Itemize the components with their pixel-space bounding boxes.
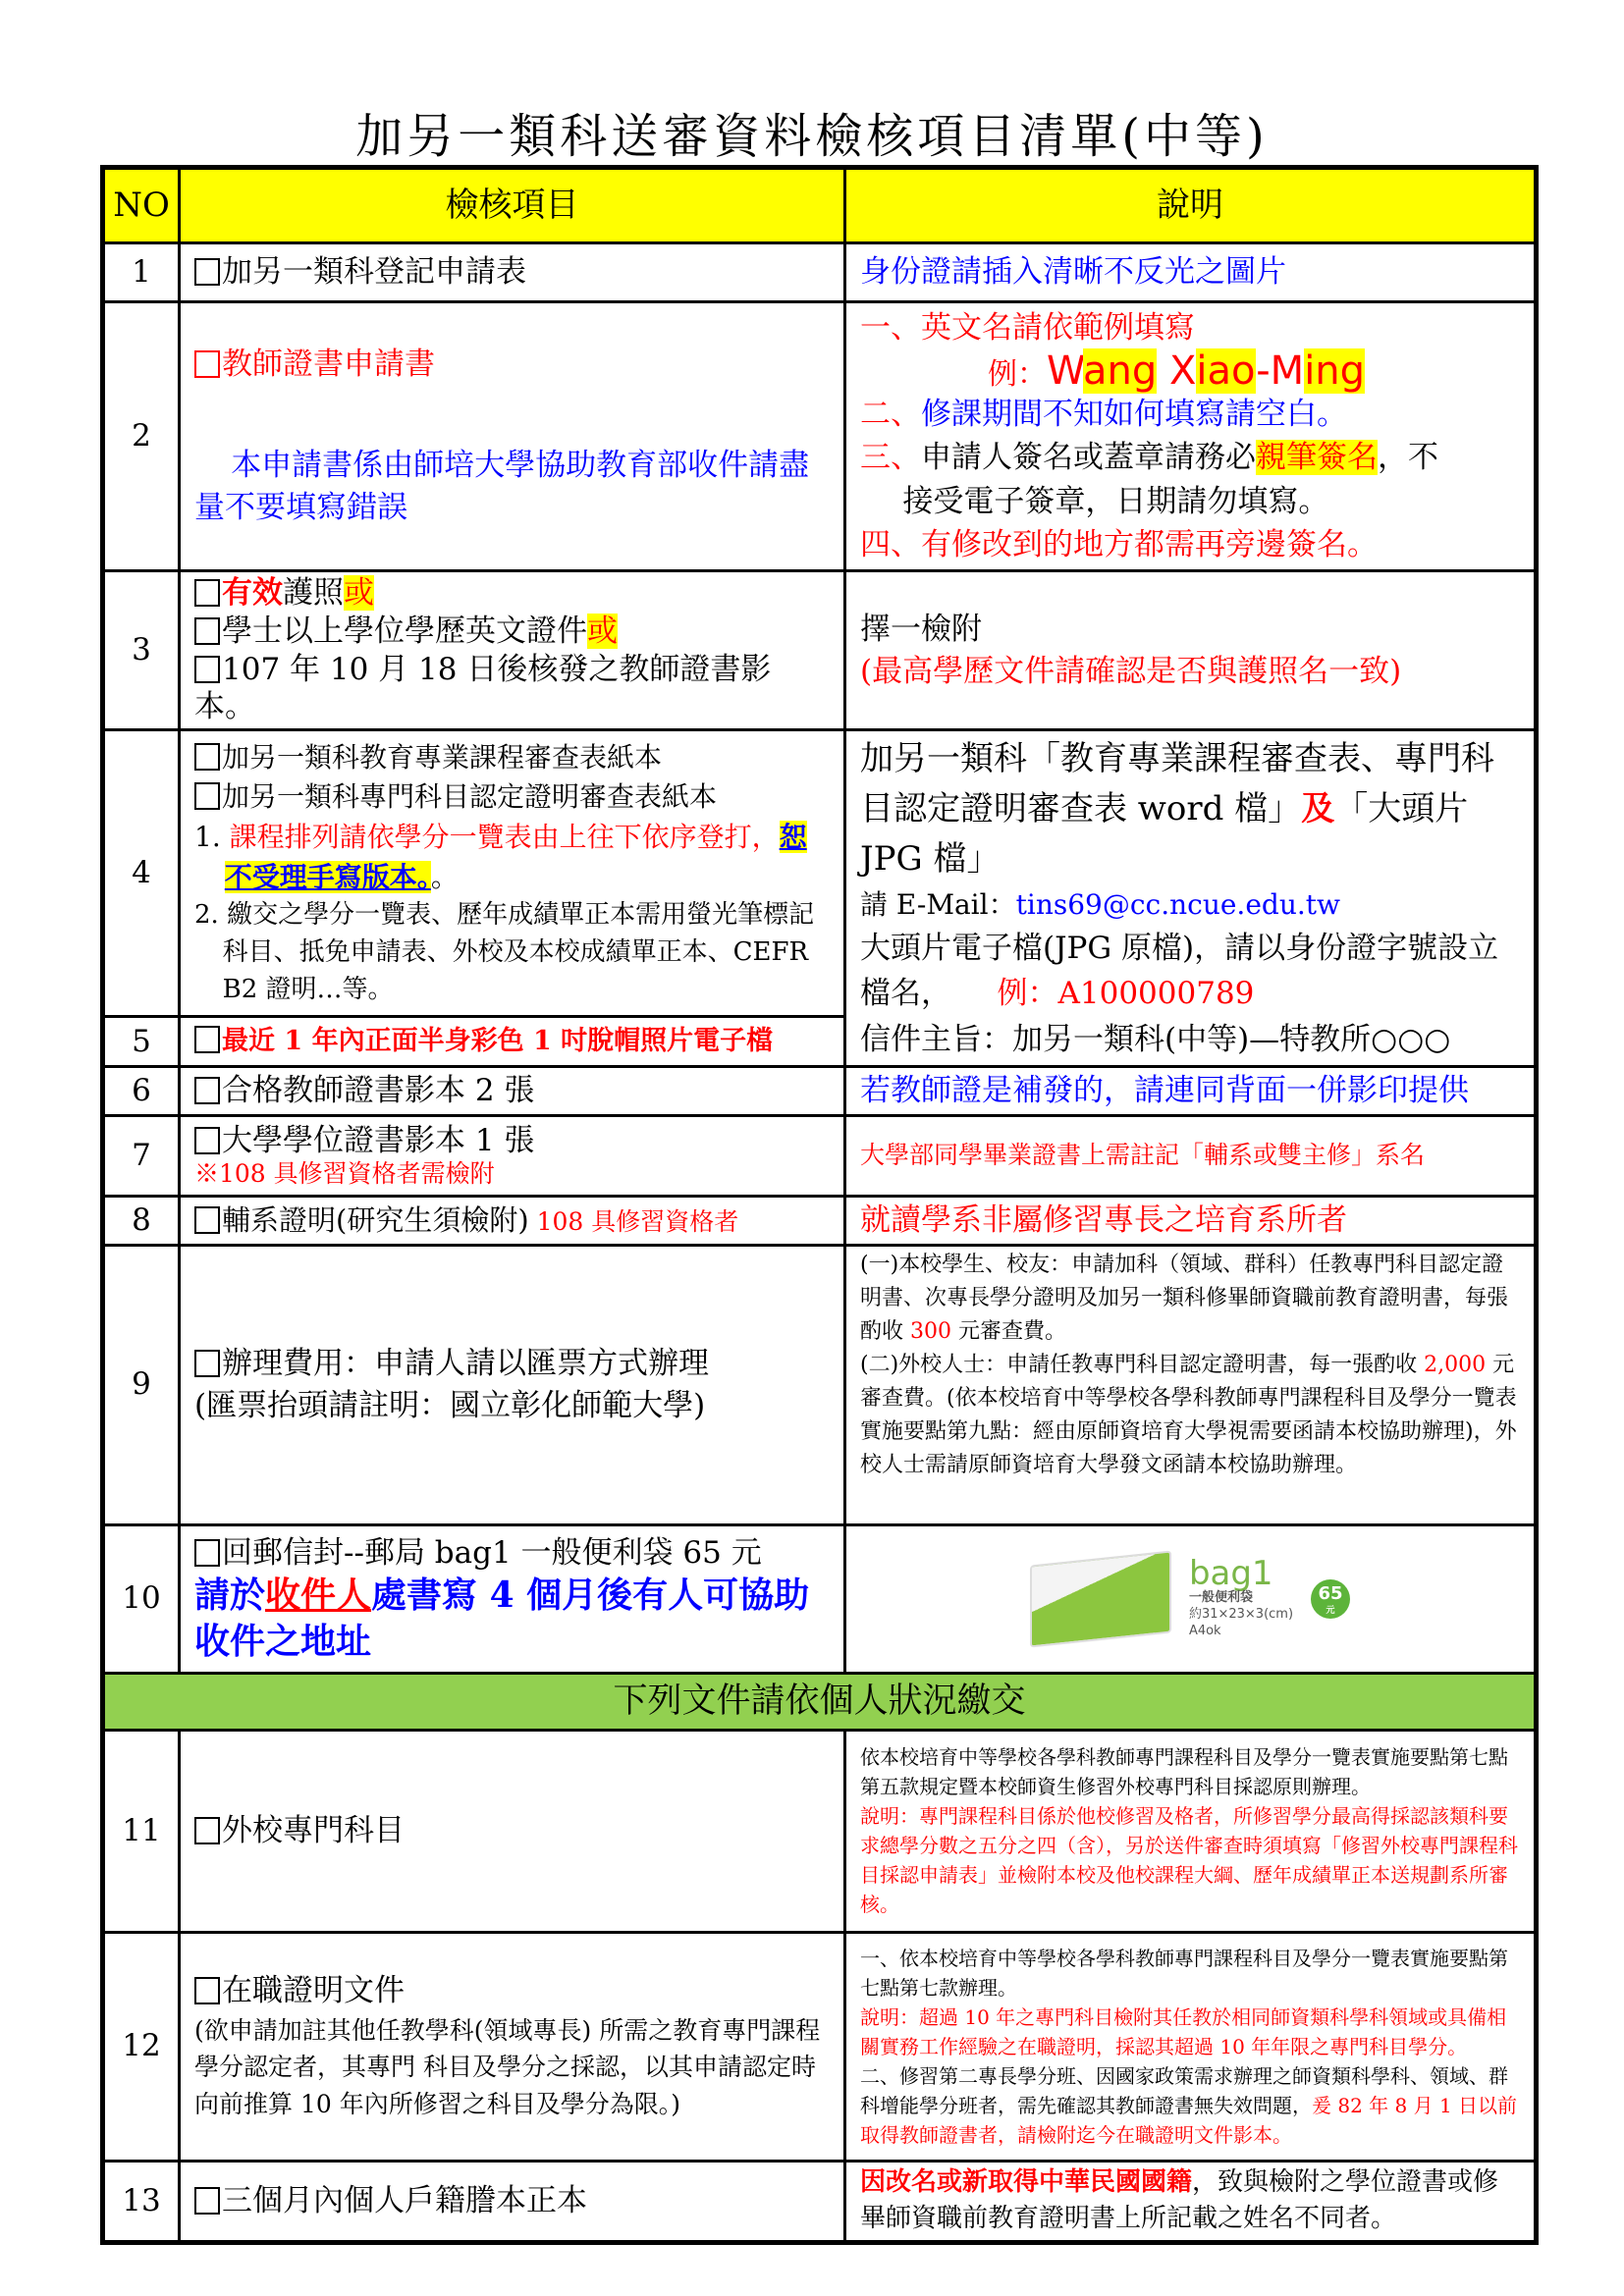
desc-line: 一、英文名請依範例填寫 (860, 310, 1195, 347)
row-number: 8 (103, 1197, 180, 1246)
checklist-table (100, 165, 1539, 2245)
checkbox[interactable] (194, 743, 220, 771)
table-row: 6 合格教師證書影本 2 張 若教師證是補發的，請連同背面一併影印提供 (103, 1067, 1537, 1116)
row-number: 1 (103, 243, 180, 302)
envelope-image: bag1 一般便利袋 約31×23×3(cm) A4ok 65 元 (860, 1557, 1520, 1640)
row-number: 13 (103, 2161, 180, 2242)
table-row: 10 回郵信封--郵局 bag1 一般便利袋 65 元 請於收件人處書寫 4 個月後有人可協助收件之地址 bag1 一般便利袋 約31×23×3(cm) A4ok 65 元 (103, 1524, 1537, 1673)
envelope-icon (1030, 1550, 1171, 1647)
item-label: 加另一類科登記申請表 (222, 254, 526, 291)
checkbox[interactable] (194, 1127, 220, 1154)
section-header: 下列文件請依個人狀況繳交 (103, 1673, 1537, 1730)
checkbox[interactable] (194, 782, 220, 810)
checkbox[interactable] (194, 1817, 220, 1844)
item-desc: 身份證請插入清晰不反光之圖片 (845, 243, 1537, 302)
checkbox[interactable] (194, 1026, 220, 1053)
checkbox[interactable] (194, 1350, 220, 1377)
table-row (103, 243, 1537, 302)
table-row: 2 教師證書申請書 本申請書係由師培大學協助教育部收件請盡量不要填寫錯誤 一、英文名請依範例填寫 例：Wang Xiao-Ming 二、修課期間不知如何填寫請空白。 三、申請人簽名或蓋章請務必親筆簽名，不 接受電子簽章，日期請勿填寫。 四、有修改到的地方都需再旁邊簽名。 (103, 302, 1537, 571)
page-title: 加另一類科送審資料檢核項目清單(中等) (355, 109, 1269, 164)
table-row: 5 最近 1 年內正面半身彩色 1 吋脫帽照片電子檔 (103, 1017, 1537, 1067)
row-number: 10 (103, 1524, 180, 1673)
table-row: 7 大學學位證書影本 1 張 ※108 具修習資格者需檢附 大學部同學畢業證書上需註記「輔系或雙主修」系名 (103, 1116, 1537, 1197)
checkbox[interactable] (194, 1206, 220, 1234)
row-number: 11 (103, 1730, 180, 1932)
header-desc: 說明 (845, 168, 1537, 243)
table-row: 8 輔系證明(研究生須檢附) 108 具修習資格者 就讀學系非屬修習專長之培育系所者 (103, 1197, 1537, 1246)
checkbox[interactable] (194, 617, 220, 645)
checkbox[interactable] (194, 1077, 220, 1104)
item-label: 教師證書申請書 (222, 347, 435, 383)
item-note: 本申請書係由師培大學協助教育部收件請盡量不要填寫錯誤 (194, 448, 810, 525)
row-number: 4 (103, 730, 180, 1017)
row-number: 6 (103, 1067, 180, 1116)
checkbox[interactable] (194, 656, 220, 683)
table-row: 11 外校專門科目 依本校培育中等學校各學科教師專門課程科目及學分一覽表實施要點第七點第五款規定暨本校師資生修習外校專門科目採認原則辦理。 說明：專門課程科目係於他校修習及格者，所修習學分最高得採認該類科要求總學分數之五分之四（含），另於送件審查時須填寫「修習外校專門課程科目採認申請表」並檢附本校及他校課程大綱、歷年成績單正本送規劃系所審核。 (103, 1730, 1537, 1932)
table-row: 4 加另一類科教育專業課程審查表紙本 加另一類科專門科目認定證明審查表紙本 1. 課程排列請依學分一覽表由上往下依序登打，恕不受理手寫版本。。 2. 繳交之學分一覽表、歷年成績單正本需用螢光筆標記科目、抵免申請表、外校及本校成績單正本、CEFR B2 證明…等。 加另一類科「教育專業課程審查表、專門科目認定證明審查表 word 檔」及「大頭片 JPG 檔」 請 E-Mail：tins69@cc.ncue.edu.tw 大頭片電子檔(JPG 原檔)，請以身份證字號設立檔名， 例：A100000789 信件主旨：加另一類科(中等)—特教所○○○ (103, 730, 1537, 1017)
checkbox[interactable] (194, 1539, 220, 1567)
checkbox[interactable] (194, 350, 220, 378)
checkbox[interactable] (194, 1977, 220, 2004)
header-item: 檢核項目 (180, 168, 845, 243)
row-number: 9 (103, 1245, 180, 1524)
table-row: 12 在職證明文件 (欲申請加註其他任教學科(領域專長) 所需之教育專門課程學分認定者，其專門 科目及學分之採認，以其申請認定時向前推算 10 年內所修習之科目及學分為限。) 一、依本校培育中等學校各學科教師專門課程科目及學分一覽表實施要點第七點第七款辦理。 說明：超過 10 年之專門科目檢附其任教於相同師資類科學科領域或具備相關實務工作經驗之在職證明，採認其超過 10 年年限之專門科目學分。 二、修習第二專長學分班、因國家政策需求辦理之師資類科學科、領域、群科增能學分班者，需先確認其教師證書無失效問題，爰 82 年 8 月 1 日以前取得教師證書者，請檢附迄今在職證明文件影本。 (103, 1932, 1537, 2161)
table-row: 9 辦理費用：申請人請以匯票方式辦理 (匯票抬頭請註明：國立彰化師範大學) (一)本校學生、校友：申請加科（領域、群科）任教專門科目認定證明書、次專長學分證明及加另一類科修畢師資職前教育證明書，每張酌收 300 元審查費。 (二)外校人士：申請任教專門科目認定證明書，每一張酌收 2,000 元審查費。(依本校培育中等學校各學科教師專門課程科目及學分一覽表實施要點第九點：經由原師資培育大學視需要函請本校協助辦理)，外校人士需請原師資培育大學發文函請本校協助辦理。 (103, 1245, 1537, 1524)
table-header (103, 168, 1537, 243)
email-link[interactable]: tins69@cc.ncue.edu.tw (1015, 887, 1340, 921)
checkbox[interactable] (194, 579, 220, 607)
price-badge: 65 元 (1311, 1579, 1350, 1619)
checkbox[interactable] (194, 2187, 220, 2215)
table-row: 3 有效護照或 學士以上學位學歷英文證件或 107 年 10 月 18 日後核發之教師證書影本。 擇一檢附 (最高學歷文件請確認是否與護照名一致) (103, 571, 1537, 730)
row-number: 3 (103, 571, 180, 730)
header-no: NO (103, 168, 180, 243)
table-row: 13 三個月內個人戶籍謄本正本 因改名或新取得中華民國國籍，致與檢附之學位證書或修畢師資職前教育證明書上所記載之姓名不同者。 (103, 2161, 1537, 2242)
row-number: 2 (103, 302, 180, 571)
row-number: 5 (103, 1017, 180, 1067)
row-number: 12 (103, 1932, 180, 2161)
row-number: 7 (103, 1116, 180, 1197)
checkbox[interactable] (194, 258, 220, 286)
example-name: 例：Wang Xiao-Ming (988, 348, 1366, 395)
